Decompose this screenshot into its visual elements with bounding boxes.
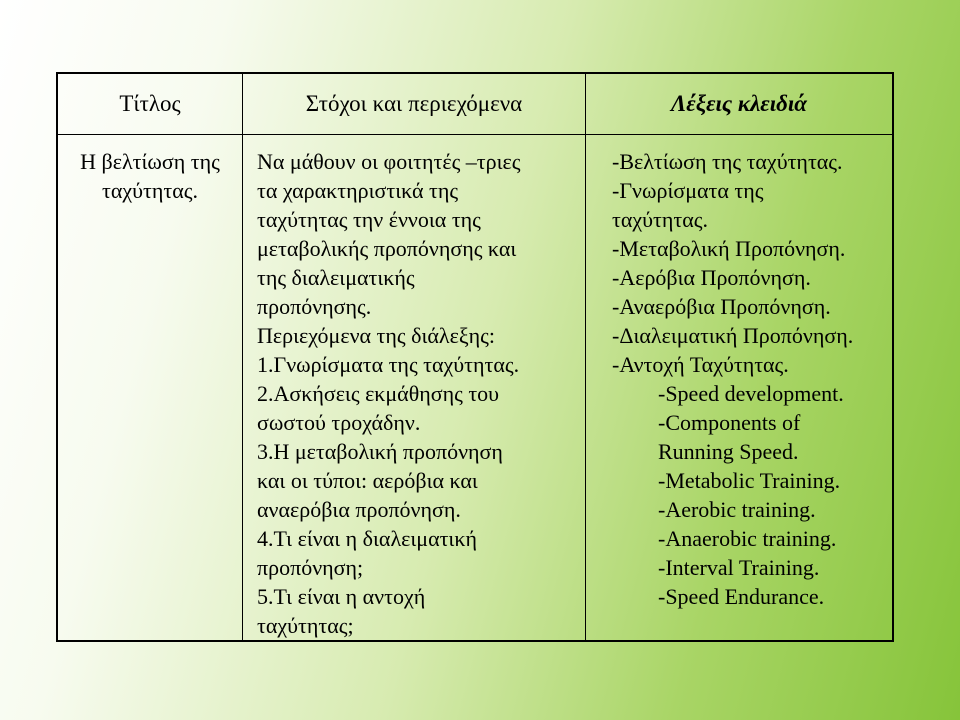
header-goals: Στόχοι και περιεχόμενα (243, 73, 586, 135)
keyword-gr: -Βελτίωση της ταχύτητας. (612, 149, 843, 174)
goal-line: προπόνηση; (257, 555, 364, 580)
keyword-gr: -Μεταβολική Προπόνηση. (612, 236, 846, 261)
goal-line: αναερόβια προπόνηση. (257, 497, 461, 522)
goal-line: της διαλειματικής (257, 265, 415, 290)
goal-line: μεταβολικής προπόνησης και (257, 236, 517, 261)
keyword-en: -Speed development. (658, 381, 844, 406)
goal-line: 5.Τι είναι η αντοχή (257, 584, 426, 609)
goal-line: 3.Η μεταβολική προπόνηση (257, 439, 503, 464)
goal-line: 1.Γνωρίσματα της ταχύτητας. (257, 352, 520, 377)
goal-line: 2.Ασκήσεις εκμάθησης του (257, 381, 500, 406)
goal-line: τα χαρακτηριστικά της (257, 178, 459, 203)
goal-line: ταχύτητας την έννοια της (257, 207, 481, 232)
header-row (57, 73, 893, 135)
keyword-en: -Metabolic Training. (658, 468, 841, 493)
goal-line: Να μάθουν οι φοιτητές –τριες (257, 149, 521, 174)
keyword-gr: -Αντοχή Ταχύτητας. (612, 352, 789, 377)
title-cell (57, 135, 243, 642)
header-title: Τίτλος (57, 73, 243, 135)
keywords-cell (586, 135, 894, 642)
goal-line: 4.Τι είναι η διαλειματική (257, 526, 477, 551)
keyword-en: -Speed Endurance. (658, 584, 825, 609)
keyword-gr: -Γνωρίσματα της (612, 178, 764, 203)
goal-line: Περιεχόμενα της διάλεξης: (257, 323, 495, 348)
course-table (56, 72, 894, 642)
keyword-en: -Components of (658, 410, 801, 435)
title-line: Η βελτίωση της (80, 149, 220, 174)
goal-line: σωστού τροχάδην. (257, 410, 421, 435)
goals-cell (243, 135, 586, 642)
goal-line: προπόνησης. (257, 294, 372, 319)
keyword-gr: -Διαλειματική Προπόνηση. (612, 323, 854, 348)
header-keywords: Λέξεις κλειδιά (586, 73, 894, 135)
keyword-gr: -Αναερόβια Προπόνηση. (612, 294, 831, 319)
keyword-gr: ταχύτητας. (612, 207, 708, 232)
keyword-en: Running Speed. (658, 439, 799, 464)
keyword-en: -Anaerobic training. (658, 526, 837, 551)
goal-line: ταχύτητας; (257, 613, 354, 638)
keyword-gr: -Αερόβια Προπόνηση. (612, 265, 811, 290)
keyword-en: -Aerobic training. (658, 497, 816, 522)
goal-line: και οι τύποι: αερόβια και (257, 468, 478, 493)
title-line: ταχύτητας. (102, 178, 198, 203)
keyword-en: -Interval Training. (658, 555, 820, 580)
content-row (57, 135, 893, 642)
